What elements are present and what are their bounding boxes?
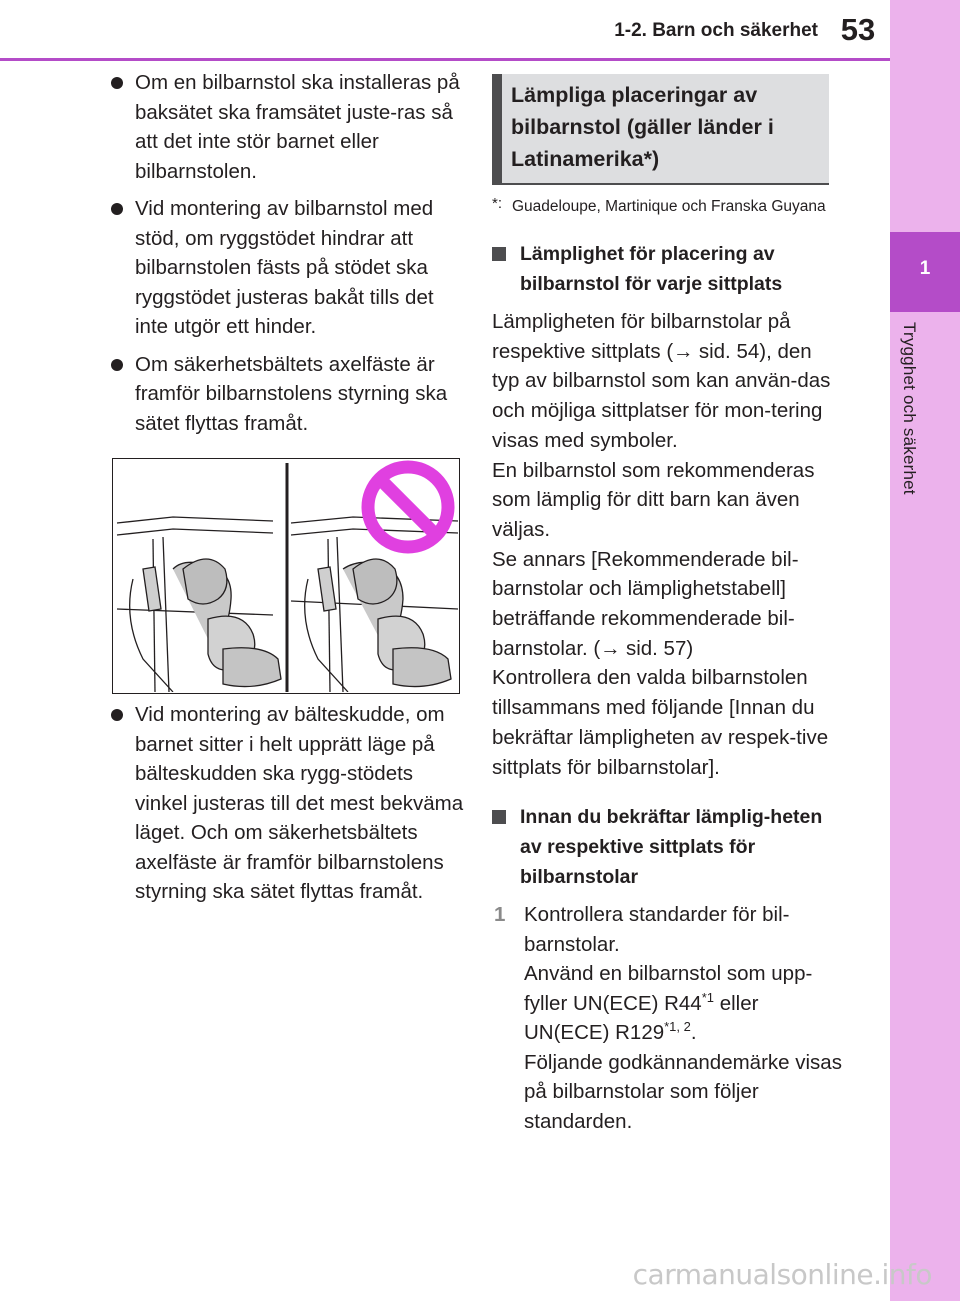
footnote-ref: *1, 2 (664, 1019, 691, 1035)
step-number: 1 (494, 903, 506, 927)
square-bullet-icon (492, 810, 506, 824)
paragraph-text: sid. 57) (620, 636, 694, 660)
page-number: 53 (840, 12, 876, 47)
seat-illustration (112, 458, 460, 694)
subheading (492, 802, 842, 892)
bullet-icon (111, 203, 123, 215)
side-tab (890, 0, 960, 1301)
bullet-text: Om en bilbarnstol ska installeras på baksätet ska framsätet juste-ras så att det inte stör barnet eller bilbarnstolen. (135, 71, 460, 183)
bullet-text: Vid montering av bälteskudde, om barnet sitter i helt upprätt läge på bälteskudden ska rygg-stödets vinkel justeras till det mest bekväma läget. Och om säkerhetsbältets axelfäste är framför bilbarnstolens styrning ska sätet flyttas framåt. (135, 703, 464, 903)
step-text: eller UN(ECE) R129 (524, 991, 759, 1045)
subheading (492, 239, 842, 299)
bullet-text: Om säkerhetsbältets axelfäste är framför bilbarnstolens styrning ska sätet flyttas framåt. (135, 352, 448, 435)
left-column (105, 68, 465, 438)
left-column-lower (105, 700, 465, 907)
section-title: 1-2. Barn och säkerhet (614, 20, 818, 41)
box-heading: Lämpliga placeringar av bilbarnstol (gäller länder i Latinamerika*) (492, 74, 829, 185)
bullet-icon (111, 77, 123, 89)
step-item (492, 900, 842, 1136)
paragraph (492, 307, 842, 782)
list-item (105, 350, 465, 439)
child-seat-illustration-icon (113, 459, 458, 692)
paragraph-text: Kontrollera den valda bilbarnstolen tillsammans med följande [Innan du bekräftar lämpligheten av respek-tive sittplats för bilbarnstolar]. (492, 666, 829, 779)
step-text: Kontrollera standarder för bil-barnstolar. (524, 903, 790, 956)
subheading-text: Innan du bekräftar lämplig-heten av respektive sittplats för bilbarnstolar (520, 806, 823, 889)
subheading-text: Lämplighet för placering av bilbarnstol för varje sittplats (520, 243, 783, 295)
paragraph-text: Lämpligheten för bilbarnstolar på respektive sittplats ( (492, 310, 791, 363)
prohibition-icon (368, 467, 448, 547)
footnote-mark: *: (492, 195, 503, 212)
header-rule (0, 58, 890, 61)
paragraph-text: En bilbarnstol som rekommenderas som lämplig för ditt barn kan även väljas. (492, 458, 815, 541)
bullet-text: Vid montering av bilbarnstol med stöd, om ryggstödet hindrar att bilbarnstolen fästs på stödet ska ryggstödet justeras bakåt tills det inte utgör ett hinder. (135, 197, 434, 338)
arrow-icon: → (600, 636, 621, 660)
footnote-ref: *1 (701, 989, 714, 1005)
footnote (492, 195, 842, 219)
arrow-icon: → (673, 339, 694, 363)
step-text: Använd en bilbarnstol som upp-fyller UN(ECE) R44 (524, 962, 813, 1015)
right-column (492, 74, 842, 1136)
footnote-text: Guadeloupe, Martinique och Franska Guyana (512, 198, 826, 215)
side-tab-chapter-number: 1 (919, 258, 931, 279)
list-item (105, 68, 465, 186)
step-text: Följande godkännandemärke visas på bilbarnstolar som följer standarden. (524, 1050, 842, 1133)
watermark: carmanualsonline.info (632, 1258, 932, 1291)
square-bullet-icon (492, 247, 506, 261)
list-item (105, 194, 465, 342)
list-item (105, 700, 465, 907)
step-text: . (690, 1021, 697, 1045)
side-tab-chapter-label: Trygghet och säkerhet (900, 322, 919, 495)
bullet-icon (111, 709, 123, 721)
bullet-icon (111, 359, 123, 371)
paragraph-text: sid. 54), den typ av bilbarnstol som kan använ-das och möjliga sittplatser för mon-tering visas med symboler. (492, 339, 831, 452)
paragraph-text: Se annars [Rekommenderade bil-barnstolar och lämplighetstabell] beträffande rekommenderade bil-barnstolar. ( (492, 547, 799, 660)
